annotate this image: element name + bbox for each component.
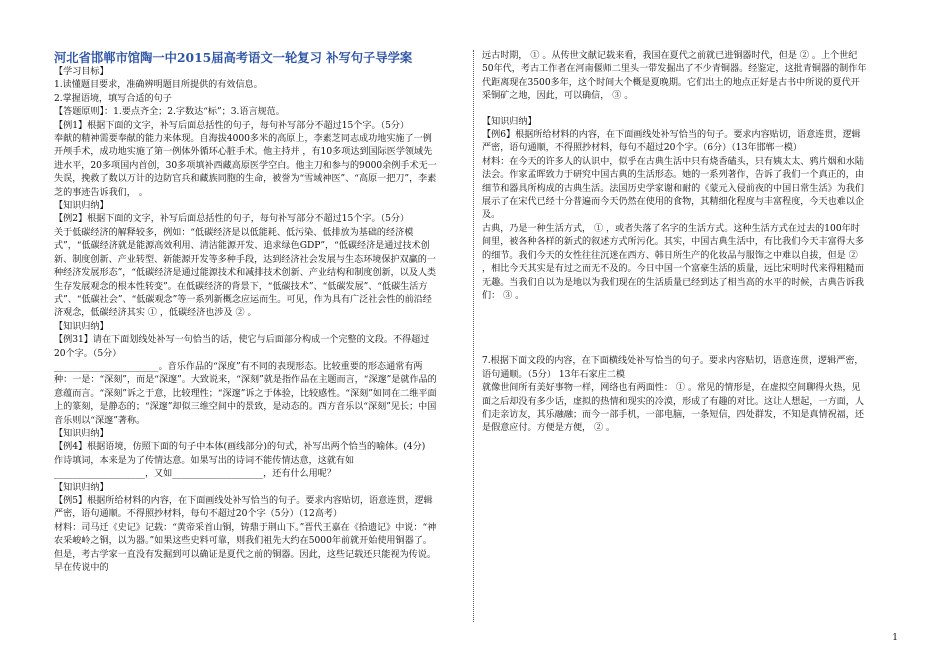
paragraph: 1.读懂题目要求，准确辨明题目所提供的有效信息。 [54, 80, 263, 91]
paragraph: 2.掌握语境，填写合适的句子 [54, 93, 172, 104]
example-heading: 【例2】根据下面的文字，补写后面总括性的句子，每句补写部分不超过15个字。（5分） [54, 214, 410, 225]
section-heading: 【知识归纳】 [482, 116, 537, 127]
example-heading: 【例1】根据下面的文字，补写后面总括性的句子，每句补写部分不超过15个字。（5分） [54, 120, 410, 131]
paragraph: 古典，乃是一种生活方式， ① ，或者失落了名字的生活方式。这种生活方式在过去的100年时间里，被各种各样的新式的叙述方式所污化。其实，中国古典生活中，有比我们今天丰富得大多的细节。我们今天的女性往往沉迷在西方、韩日所生产的化妆品与服饰之中难以自拔，但是 ② ，相比今天其实是有过之而无不及的。今日中国一个富豪生活的质量，远比宋明时代来得粗糙而无趣。当我们自以为是地以为我们现在的生活质量已经到达了相当高的水平的时候，古典告诉我们： ③ 。 [482, 223, 864, 301]
section-heading: 【知识归纳】 [54, 428, 109, 439]
page-number: 1 [892, 633, 898, 643]
example-heading: 【例31】请在下面划线处补写一句恰当的话，使它与后面部分构成一个完整的文段。不得超过20个字。（5分） [54, 335, 430, 359]
document-title: 河北省邯郸市馆陶一中2015届高考语文一轮复习 补写句子导学案 [54, 50, 413, 65]
paragraph: 材料：司马迁《史记》记载：“黄帝采首山铜，铸鼎于荆山下。”晋代王嘉在《拾遗记》中说：“神农采峻岭之铜，以为器。”如果这些史料可靠，则我们祖先大约在5000年前就开始使用铜器了。但是，考古学家一直没有发掘到可以确证是夏代之前的铜器。因此，这些记载还只能视为传说。早在传说中的 [54, 522, 437, 574]
section-heading: 【学习目标】 [54, 67, 109, 77]
example-heading: 【例5】根据所给材料的内容，在下面画线处补写恰当的句子。要求内容贴切，语意连贯，逻辑严密，语句通顺。不得照抄材料，每句不超过20个字（5分）（12高考） [54, 496, 433, 520]
section-heading: 【知识归纳】 [54, 201, 109, 212]
section-heading: 【知识归纳】 [54, 482, 109, 493]
paragraph: 作诗填词，本来是为了传情达意。如果写出的诗词不能传情达意，这就有如____________________，又如____________________，还有什么用呢？ [54, 455, 355, 480]
paragraph: _______________________。音乐作品的“深度”有不同的表现形态。比较重要的形态通常有两种：一是：“深刻”，而是“深邃”。大致说来，“深刻”就是指作品在主题而言，“深邃”是就作品的意蕴而言。“深刻”诉之于意，比较理性；“深邃”诉之于体验，比较感性。“深刻”如同在二维平面上的篆刻，是静态的；“深邃”却似三维空间中的景致，是动态的。西方音乐以“深刻”见长；中国音乐则以“深邃”著称。 [54, 361, 437, 426]
paragraph: 关于低碳经济的解释较多，例如：“低碳经济是以低能耗、低污染、低排放为基础的经济模式”，“低碳经济就是能源高效利用、清洁能源开发、追求绿色GDP”，“低碳经济是通过技术创新、制度创新、产业转型、新能源开发等多种手段，达到经济社会发展与生态环境保护双赢的一种经济发展形态”，“低碳经济是通过能源技术和减排技术创新、产业结构和制度创新，以及人类生存发展观念的根本性转变”。在低碳经济的背景下，“低碳技术”、“低碳发展”、“低碳生活方式”、“低碳社会”、“低碳观念”等一系列新概念应运而生。可见，作为具有广泛社会性的前沿经济观念，低碳经济其实 ① ，低碳经济也涉及 ② 。 [54, 227, 437, 319]
section-heading: 【知识归纳】 [54, 321, 109, 332]
question-heading: 7.根据下面文段的内容，在下面横线处补写恰当的句子。要求内容贴切，语意连贯，逻辑严密，语句通顺。（5分） 13年石家庄二模 [482, 356, 864, 380]
paragraph: 远古时期， ① 。从传世文献记载来看，我国在夏代之前就已进铜器时代，但是 ② 。上个世纪50年代，考古工作者在河南偃师二里头一带发掘出了不少青铜器。经鉴定，这批青铜器的制作年代距离现在3500多年，这个时间大个概是夏晚期。它们出土的地点正好是古书中所说的夏代开采铜矿之地，因此，可以确信， ③ 。 [482, 51, 867, 102]
example-heading: 【例4】根据语境，仿照下面的句子中本体(画线部分)的句式，补写出两个恰当的喻体。(4分) [54, 442, 426, 453]
right-column [482, 50, 867, 436]
paragraph: 奉献的精神需要奉献的能力来体现。自海拔4000多米的高原上，李素芝同志成功地实施了一例开颅手术，成功地实施了第一例体外循环心脏手术。他主持并 ，有10多项达到国际医学领域先进水平，20多项国内首创，30多项填补西藏高原医学空白。他主刀和参与的9000余例手术无一失误，挽救了数以万计的边防官兵和藏族同胞的生命，被誉为“雪域神医”、“高原一把刀”，李素芝的事迹告诉我们， 。 [54, 134, 437, 198]
paragraph: 材料：在今天的许多人的认识中，似乎在古典生活中只有烧香磕头，只有姨太太、鸦片烟和水陆法会。作家孟晖致力于研究中国古典的生活形态。她的一系列著作，告诉了我们一个真正的，由细节和器具所构成的古典生活。法国历史学家谢和耐的《蒙元入侵前夜的中国日常生活》为我们展示了在宋代已经十分普遍而今天仍然在使用的食物，其精细化程度与丰富程度，今天也难以企及。 [482, 156, 864, 221]
paragraph: 就像世间所有美好事物一样，网络也有两面性： ① 。常见的情形是，在虚拟空间聊得火热，见面之后却没有多少话，虚拟的热情和现实的冷漠，形成了有趣的对比。这让人想起，一方面，人们走亲访友，其乐融融；而今一部手机，一部电脑，一条短信，四处群发，不知是真情祝福，还是假意应付。方便是方便， ② 。 [482, 383, 864, 434]
left-column [54, 66, 439, 575]
column-divider [473, 50, 475, 622]
example-heading: 【例6】根据所给材料的内容，在下面画线处补写恰当的句子。要求内容贴切，语意连贯，逻辑严密，语句通顺，不得照抄材料，每句不超过20个字。（6分）（13年邯郸一模） [482, 130, 861, 154]
paragraph: 【答题原则】：1.要点齐全；2.字数达“标”；3.语言规范。 [54, 107, 285, 118]
